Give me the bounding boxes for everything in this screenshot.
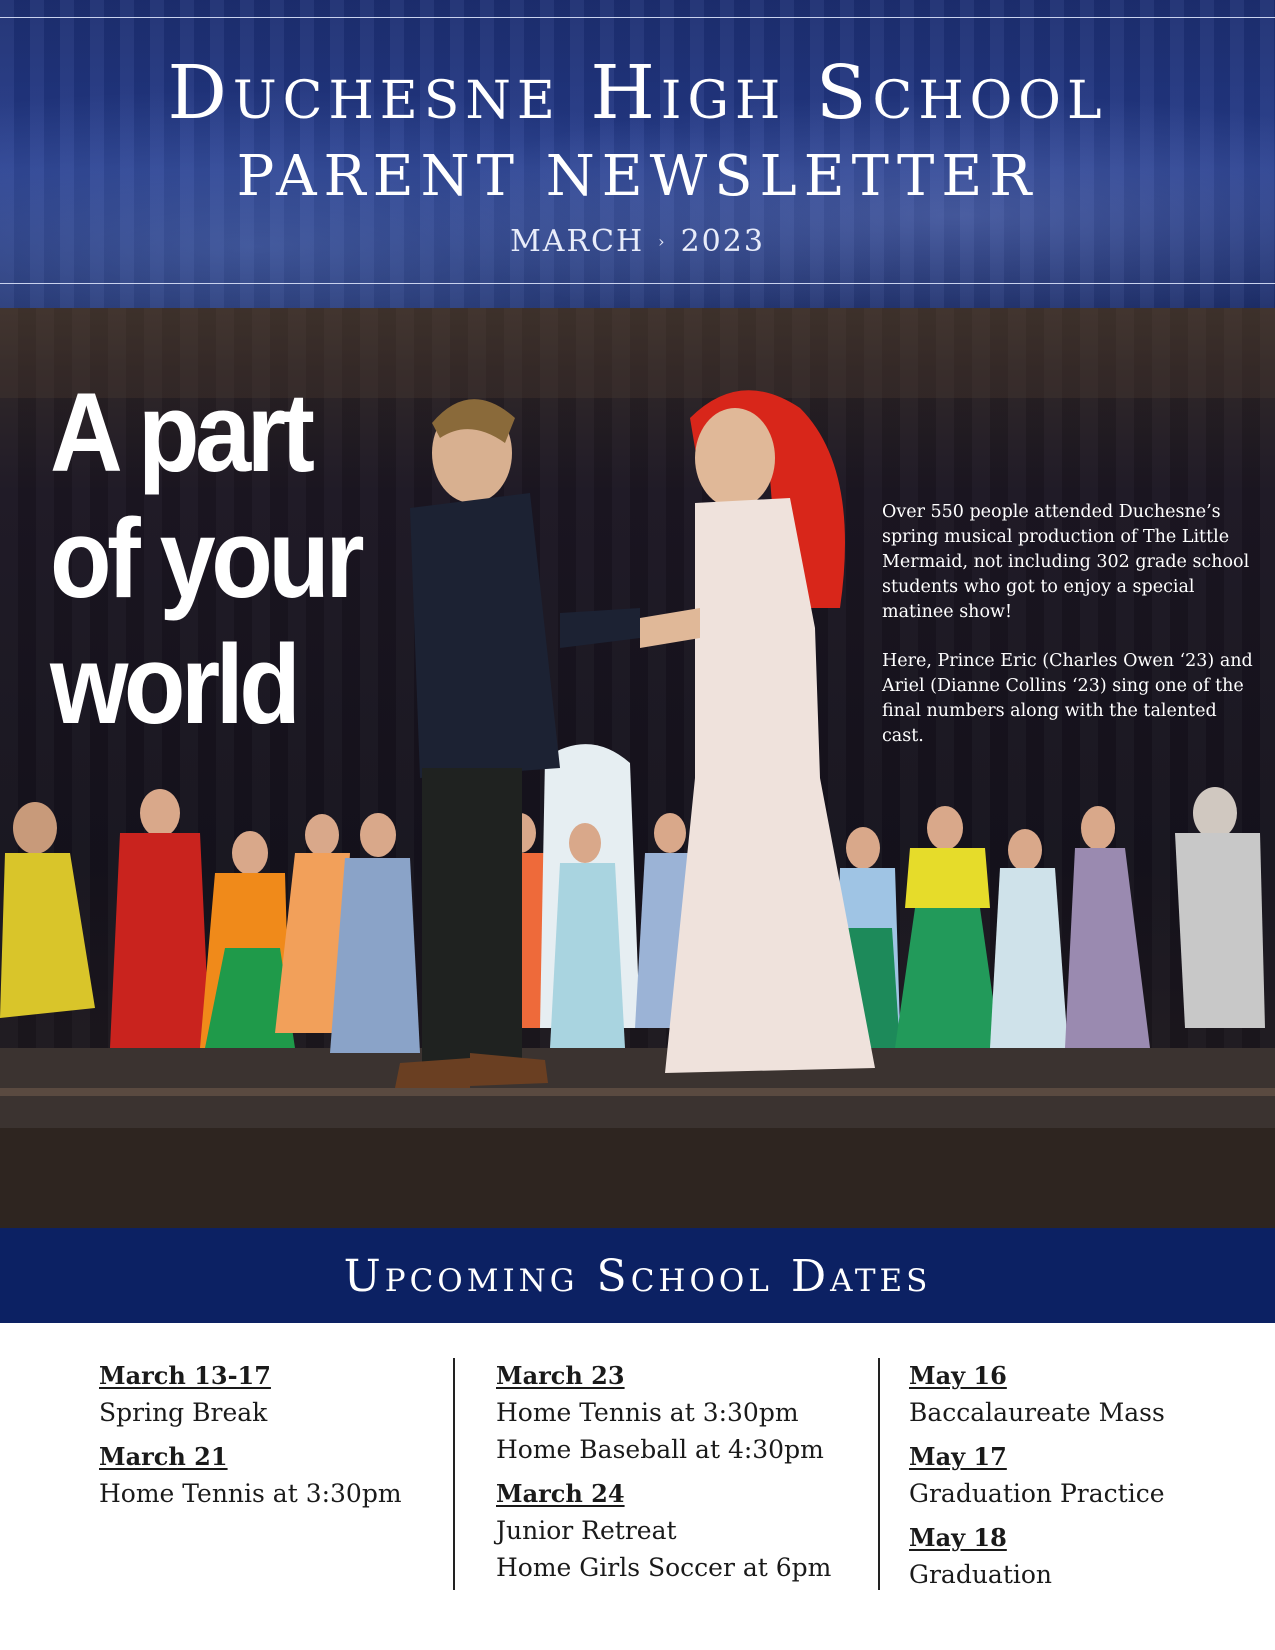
event-description: Baccalaureate Mass <box>909 1398 1165 1427</box>
feature-photo <box>0 308 1275 1228</box>
event-description: Home Tennis at 3:30pm <box>496 1398 799 1427</box>
issue-date <box>0 222 1275 262</box>
issue-month: MARCH <box>510 224 645 259</box>
newsletter-subtitle: PARENT NEWSLETTER <box>236 144 1039 209</box>
event-date: March 24 <box>496 1479 625 1508</box>
date-separator-icon: › <box>658 232 667 251</box>
event-item <box>99 1358 439 1431</box>
issue-year: 2023 <box>680 224 765 259</box>
event-item <box>909 1520 1249 1593</box>
event-item <box>909 1358 1249 1431</box>
feature-headline <box>50 370 410 748</box>
caption-paragraph: Here, Prince Eric (Charles Owen ‘23) and Ariel (Dianne Collins ‘23) sing one of the final numbers along with the talented cast. <box>882 651 1253 746</box>
column-divider <box>878 1358 880 1590</box>
event-item <box>99 1439 439 1512</box>
event-description: Home Girls Soccer at 6pm <box>496 1553 832 1582</box>
caption-paragraph: Over 550 people attended Duchesne’s spring musical production of The Little Mermaid, not including 302 grade school students who got to enjoy a special matinee show! <box>882 502 1250 622</box>
masthead-top-rule <box>0 17 1275 18</box>
dates-column-2 <box>496 1358 866 1594</box>
event-description: Spring Break <box>99 1398 268 1427</box>
event-description: Home Baseball at 4:30pm <box>496 1435 824 1464</box>
upcoming-dates-banner <box>0 1228 1275 1323</box>
upcoming-dates-heading: Upcoming School Dates <box>343 1251 932 1302</box>
event-date: May 17 <box>909 1442 1007 1471</box>
event-date: March 21 <box>99 1442 228 1471</box>
event-description: Graduation <box>909 1560 1053 1589</box>
dates-column-3 <box>909 1358 1249 1601</box>
event-date: May 16 <box>909 1361 1007 1390</box>
headline-line: A part <box>50 370 311 495</box>
masthead <box>0 0 1275 308</box>
event-description: Graduation Practice <box>909 1479 1165 1508</box>
dates-column-1 <box>99 1358 439 1520</box>
newsletter-school-title: Duchesne High School <box>167 50 1108 136</box>
event-item <box>496 1358 866 1468</box>
feature-caption <box>882 500 1262 773</box>
masthead-bottom-rule <box>0 283 1275 284</box>
event-date: March 13-17 <box>99 1361 271 1390</box>
event-date: May 18 <box>909 1523 1007 1552</box>
ensemble-cast <box>0 744 1265 1053</box>
event-date: March 23 <box>496 1361 625 1390</box>
event-item <box>496 1476 866 1586</box>
column-divider <box>453 1358 455 1590</box>
event-description: Home Tennis at 3:30pm <box>99 1479 402 1508</box>
event-item <box>909 1439 1249 1512</box>
headline-line: world <box>50 622 297 747</box>
headline-line: of your <box>50 496 361 621</box>
event-description: Junior Retreat <box>496 1516 677 1545</box>
